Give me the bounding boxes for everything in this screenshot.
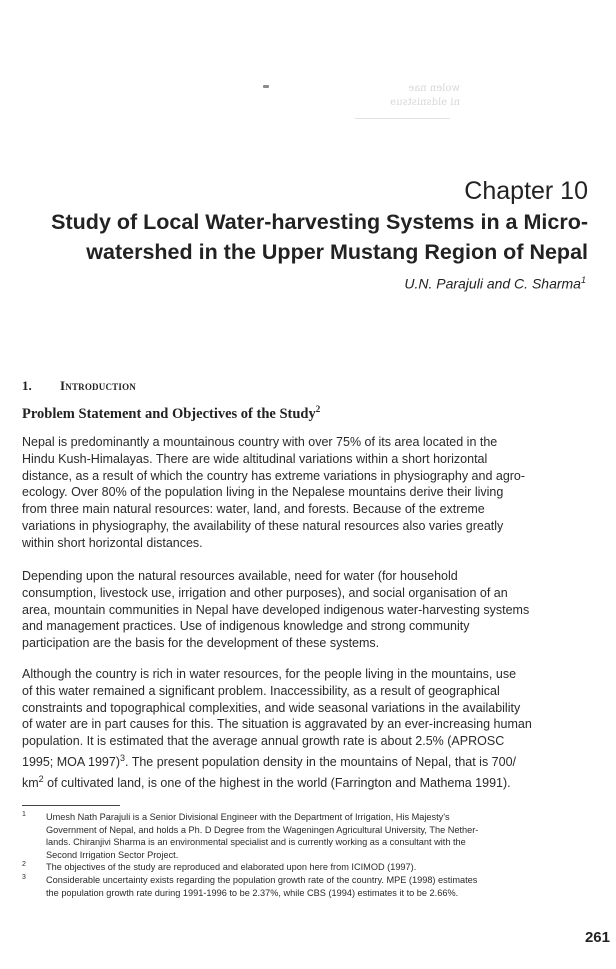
footnote-line: lands. Chiranjivi Sharma is an environmental specialist and is currently working as a consultant with the xyxy=(46,837,466,848)
section-title: Introduction xyxy=(60,378,136,393)
footnote xyxy=(22,811,592,861)
subsection-heading xyxy=(22,404,320,423)
page-number: 261 xyxy=(584,929,610,946)
text-line: of this water remained a significant problem. Inaccessibility, as a result of geographical xyxy=(22,683,500,698)
paragraph xyxy=(22,568,590,652)
text-line: participation are the basis for the development of these systems. xyxy=(22,636,380,651)
text-fragment: . The present population density in the mountains of Nepal, that is 700/ xyxy=(125,755,516,770)
author-names: U.N. Parajuli and C. Sharma xyxy=(404,275,581,292)
footnote-mark: 3 xyxy=(22,873,26,881)
section-number: 1. xyxy=(22,378,32,393)
text-fragment: of cultivated land, is one of the highest in the world (Farrington and Mathema 1991). xyxy=(43,776,511,791)
text-fragment: 1995; MOA 1997) xyxy=(22,755,120,770)
text-line: from three main natural resources: water, land, and forests. Because of the extreme xyxy=(22,502,485,517)
footnote-line: the population growth rate during 1991-1996 to be 2.37%, while CBS (1994) estimates it to be 2.66%. xyxy=(46,887,459,898)
footnote xyxy=(22,874,592,899)
ink-speck xyxy=(263,85,269,88)
chapter-title-line: Study of Local Water-harvesting Systems in a Micro- xyxy=(51,210,588,234)
text-line: and management practices. Use of indigenous knowledge and strong community xyxy=(22,619,470,634)
show-through-rule xyxy=(355,118,450,119)
paragraph xyxy=(22,666,590,792)
text-line: Hindu Kush-Himalayas. There are wide altitudinal variations within a short horizontal xyxy=(22,451,488,466)
text-line: area, mountain communities in Nepal have developed indigenous water-harvesting systems xyxy=(22,602,530,617)
chapter-title-line: watershed in the Upper Mustang Region of Nepal xyxy=(86,240,588,264)
text-line: Nepal is predominantly a mountainous country with over 75% of its area located in the xyxy=(22,435,498,449)
text-line: Although the country is rich in water resources, for the people living in the mountains, use xyxy=(22,667,517,681)
text-line: distance, as a result of which the country has extreme variations in physiography and agro- xyxy=(22,468,526,483)
footnote xyxy=(22,861,592,874)
section-heading xyxy=(22,378,136,394)
text-line: variations in physiography, the availability of these natural resources also varies greatly xyxy=(22,518,504,533)
footnote-ref: 1 xyxy=(580,275,586,285)
footnote-line: The objectives of the study are reproduced and elaborated upon here from ICIMOD (1997). xyxy=(46,862,417,873)
text-line: constraints and topographical complexities, and wide seasonal variations in the availability xyxy=(22,700,521,715)
footnote-divider xyxy=(22,805,120,806)
footnote-ref: 3 xyxy=(119,752,125,763)
subsection-title: Problem Statement and Objectives of the Study xyxy=(22,405,316,422)
paragraph xyxy=(22,434,590,552)
footnotes xyxy=(22,811,592,899)
footnote-line: Government of Nepal, and holds a Ph. D Degree from the Wageningen Agricultural University, The Nether- xyxy=(46,824,479,835)
author-line xyxy=(404,275,586,292)
footnote-line: Umesh Nath Parajuli is a Senior Divisional Engineer with the Department of Irrigation, His Majesty's xyxy=(46,812,450,822)
text-line xyxy=(22,750,590,771)
text-line: Depending upon the natural resources available, need for water (for household xyxy=(22,569,458,583)
text-line: of water are in part causes for this. The situation is aggravated by an ever-increasing human xyxy=(22,717,532,732)
superscript: 2 xyxy=(38,773,44,784)
footnote-mark: 1 xyxy=(22,811,26,818)
text-line xyxy=(22,771,590,792)
text-line: consumption, livestock use, irrigation and other purposes), and social organisation of an xyxy=(22,585,508,600)
show-through-line: ni ɘldsnistsuɘ xyxy=(390,97,460,108)
show-through-line: wolen nae xyxy=(408,83,460,94)
footnote-line: Considerable uncertainty exists regarding the population growth rate of the country. MPE (1998) estimates xyxy=(46,874,478,885)
chapter-number: Chapter 10 xyxy=(464,177,588,205)
text-fragment: km xyxy=(22,776,39,791)
footnote-ref: 2 xyxy=(315,404,321,414)
show-through-text xyxy=(330,82,460,110)
chapter-title xyxy=(22,207,588,267)
text-line: within short horizontal distances. xyxy=(22,535,203,550)
text-line: ecology. Over 80% of the population living in the Nepalese mountains derive their living xyxy=(22,485,504,500)
footnote-mark: 2 xyxy=(22,861,26,869)
text-line: population. It is estimated that the average annual growth rate is about 2.5% (APROSC xyxy=(22,734,505,749)
footnote-line: Second Irrigation Sector Project. xyxy=(46,849,179,860)
